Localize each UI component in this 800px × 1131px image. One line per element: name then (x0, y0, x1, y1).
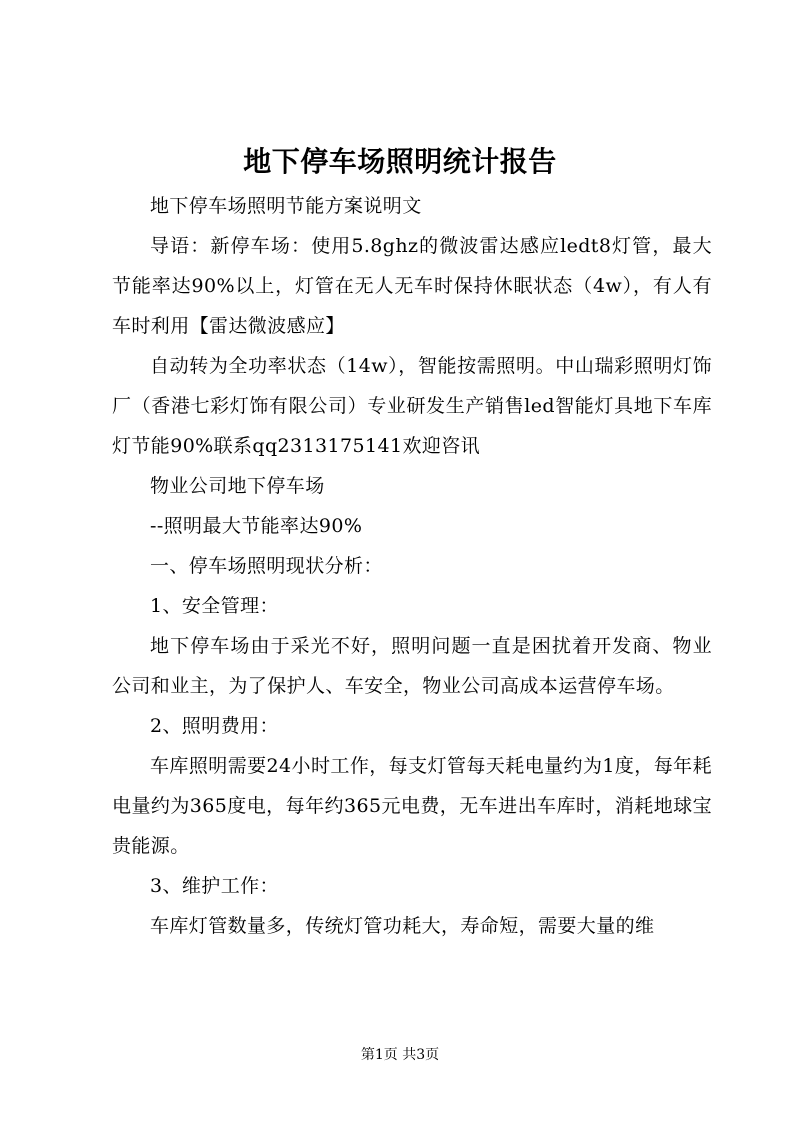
document-body (112, 186, 712, 946)
paragraph-subtitle: 地下停车场照明节能方案说明文 (150, 195, 422, 217)
document-title: 地下停车场照明统计报告 (243, 145, 557, 178)
paragraph-heading-property: 物业公司地下停车场 (150, 475, 325, 497)
subheading-safety: 1、安全管理： (150, 595, 279, 617)
subheading-cost: 2、照明费用： (150, 715, 279, 737)
subheading-maintenance: 3、维护工作： (150, 875, 279, 897)
paragraph-maintenance: 车库灯管数量多，传统灯管功耗大，寿命短，需要大量的维 (150, 915, 655, 937)
paragraph-cost: 车库照明需要24小时工作，每支灯管每天耗电量约为1度，每年耗电量约为365度电，每年约365元电费，无车进出车库时，消耗地球宝贵能源。 (112, 755, 712, 857)
paragraph-intro: 导语：新停车场：使用5.8ghz的微波雷达感应ledt8灯管，最大节能率达90%以上，灯管在无人无车时保持休眠状态（4w），有人有车时利用【雷达微波感应】 (112, 235, 712, 337)
paragraph-company-info: 自动转为全功率状态（14w），智能按需照明。中山瑞彩照明灯饰厂（香港七彩灯饰有限公司）专业研发生产销售led智能灯具地下车库灯节能90%联系qq2313175141欢迎咨讯 (112, 355, 712, 457)
paragraph-energy-saving: --照明最大节能率达90% (150, 515, 363, 537)
section-heading-analysis: 一、停车场照明现状分析： (150, 555, 383, 577)
page-number-footer: 第1页 共3页 (360, 1047, 440, 1063)
paragraph-safety: 地下停车场由于采光不好，照明问题一直是困扰着开发商、物业公司和业主，为了保护人、车安全，物业公司高成本运营停车场。 (112, 635, 712, 697)
